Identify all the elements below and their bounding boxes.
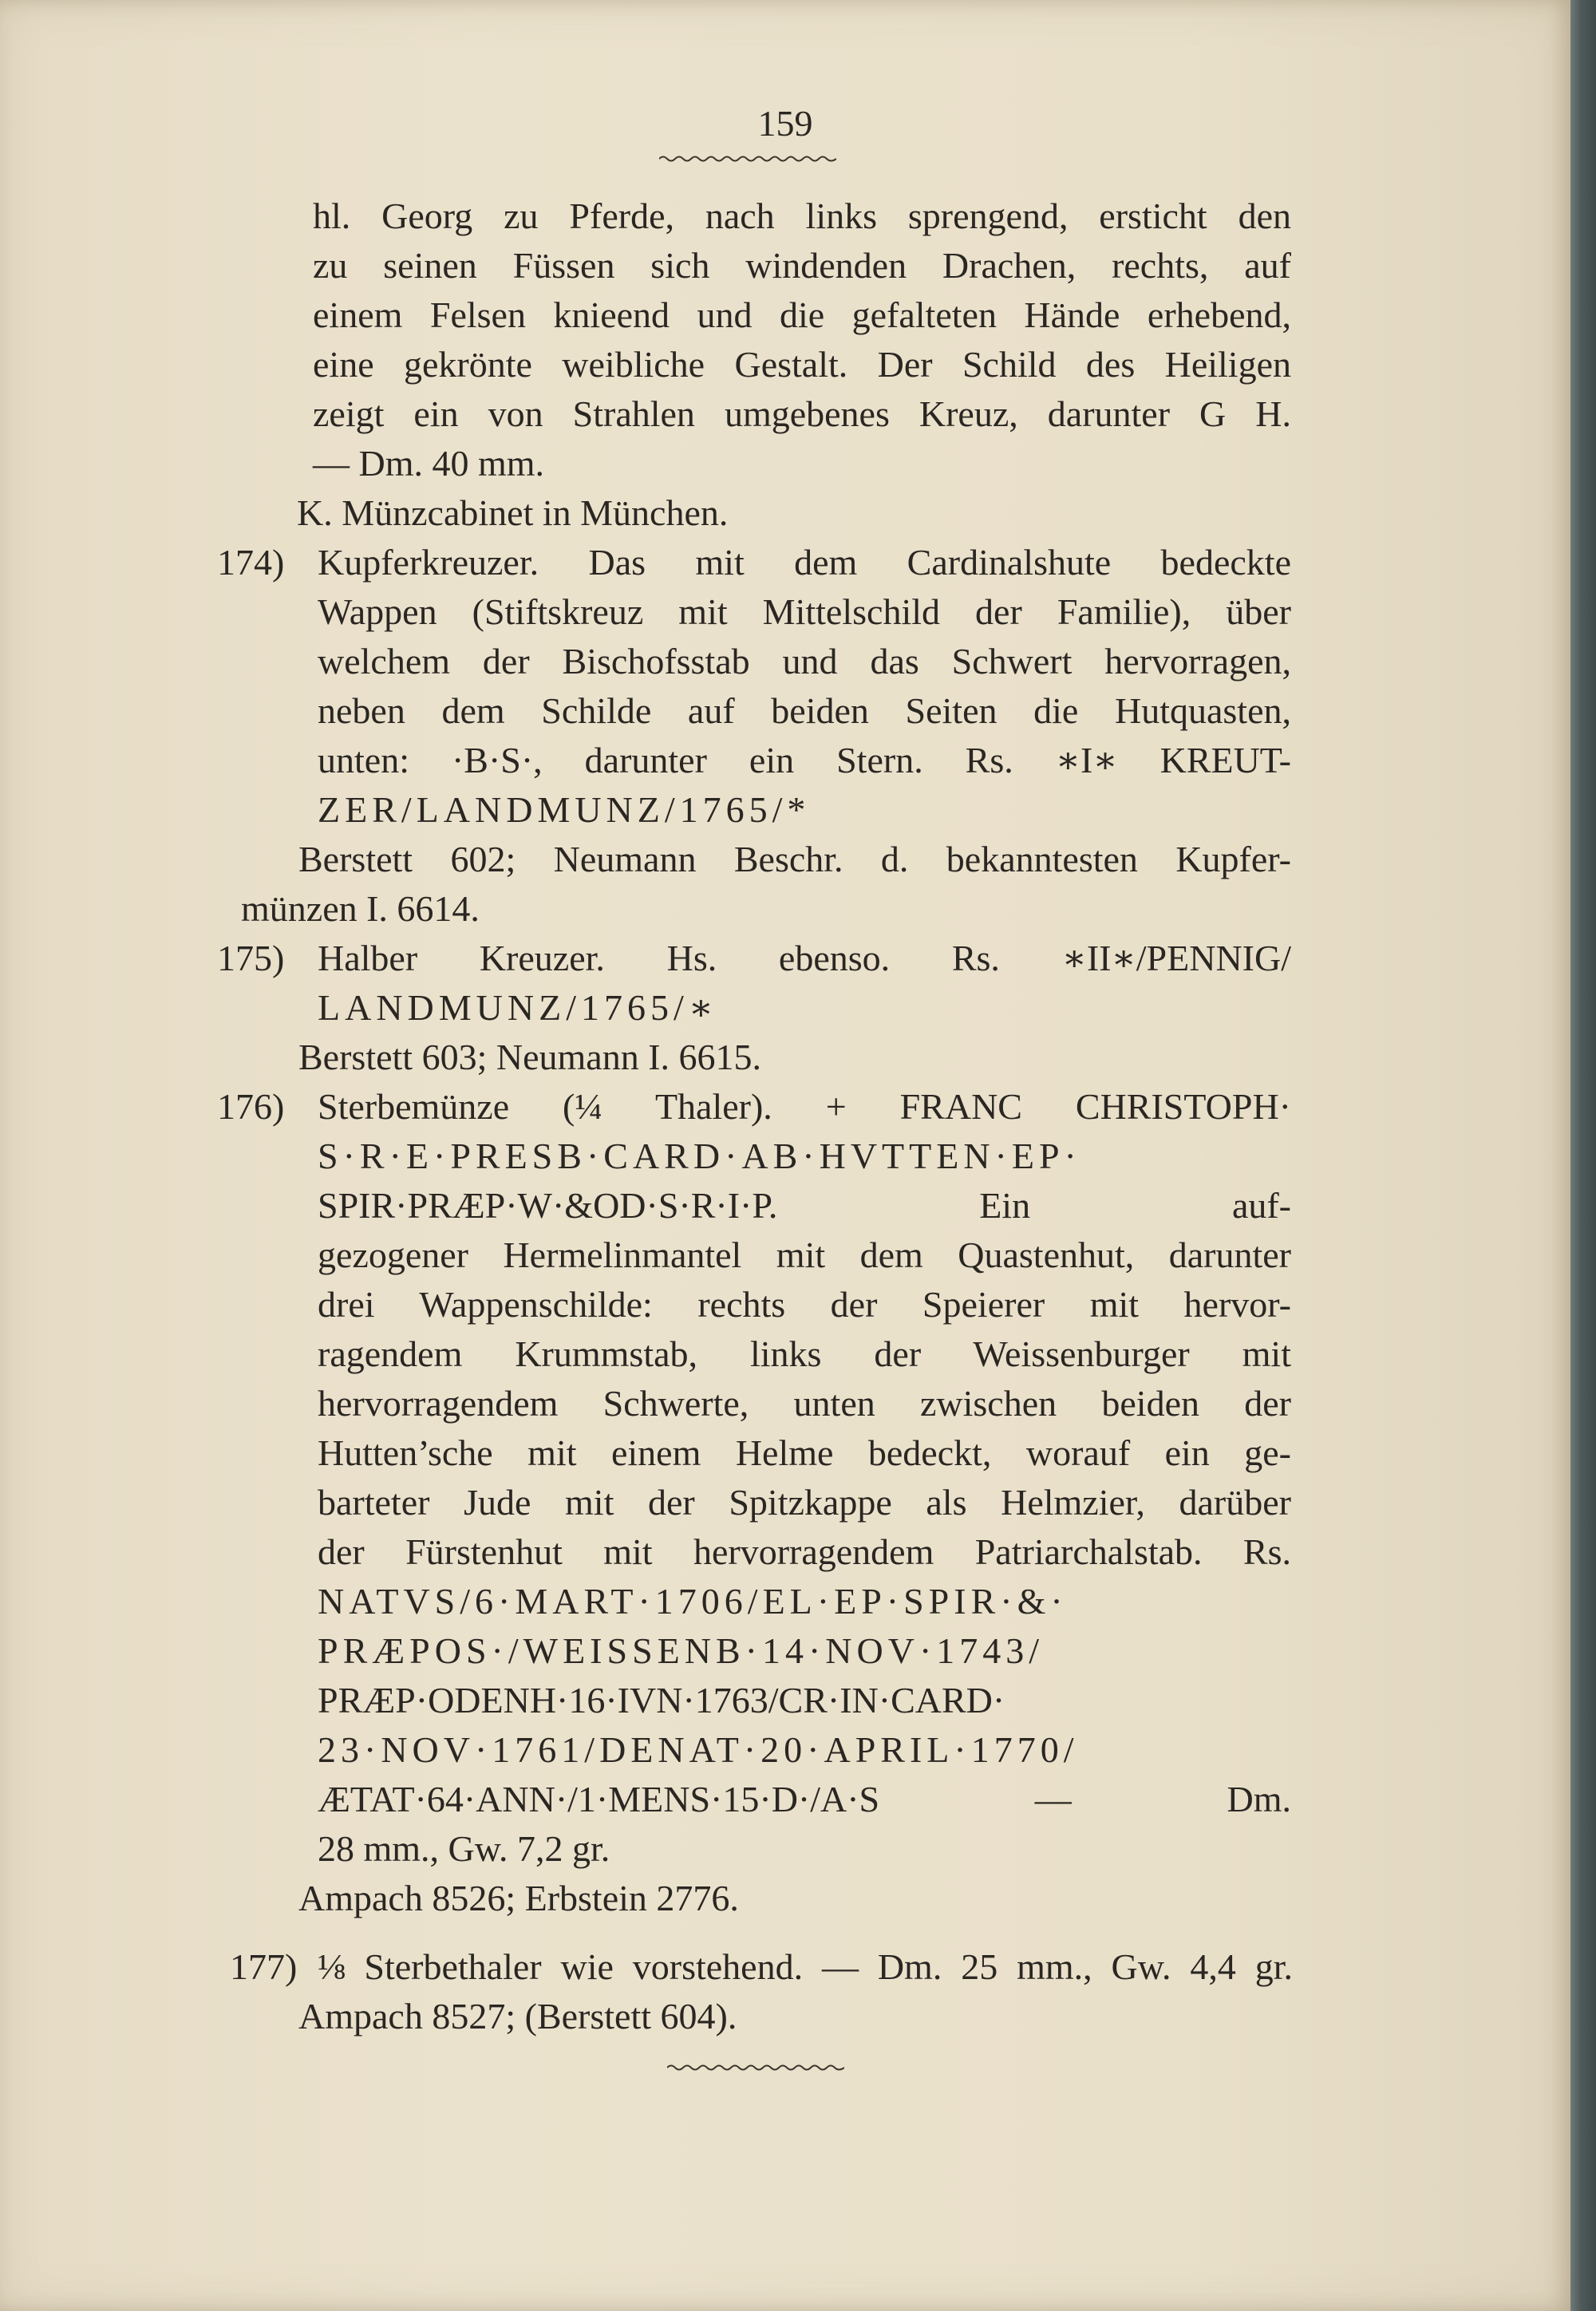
entry-number: 176) xyxy=(217,1086,285,1127)
reference-line: Ampach 8526; Erbstein 2776. xyxy=(298,1878,739,1918)
text-line: SPIR·PRÆP·W·&OD·S·R·I·P. Ein auf- xyxy=(318,1185,1291,1226)
text-line: unten: ·B·S·, darunter ein Stern. Rs. ∗I∗ KREUT- xyxy=(318,740,1291,780)
text-line: ragendem Krummstab, links der Weissenburger mit xyxy=(318,1333,1291,1374)
text-line: 23·NOV·1761/DENAT·20·APRIL·1770/ xyxy=(318,1729,1079,1770)
text-line: Sterbemünze (¼ Thaler). + FRANC CHRISTOPH· xyxy=(318,1086,1291,1127)
text-line: der Fürstenhut mit hervorragendem Patriarchalstab. Rs. xyxy=(318,1531,1291,1572)
text-line: ZER/LANDMUNZ/1765/* xyxy=(318,789,811,830)
text-line: Kupferkreuzer. Das mit dem Cardinalshute bedeckte xyxy=(318,542,1291,583)
text-line: gezogener Hermelinmantel mit dem Quastenhut, darunter xyxy=(318,1235,1291,1275)
entry-number: 174) xyxy=(217,542,285,583)
reference-line: Berstett 602; Neumann Beschr. d. bekanntesten Kupfer- xyxy=(298,839,1291,879)
text-line: Hutten’sche mit einem Helme bedeckt, worauf ein ge- xyxy=(318,1432,1291,1473)
text-line: einem Felsen knieend und die gefalteten Hände erhebend, xyxy=(313,294,1291,335)
reference-line: Ampach 8527; (Berstett 604). xyxy=(298,1996,737,2036)
reference-line: Berstett 603; Neumann I. 6615. xyxy=(298,1037,762,1077)
text-line: NATVS/6·MART·1706/EL·EP·SPIR·&· xyxy=(318,1581,1068,1622)
entry-number: 175) xyxy=(217,938,285,978)
text-line: zeigt ein von Strahlen umgebenes Kreuz, darunter G H. xyxy=(313,393,1291,434)
reference-line: K. Münzcabinet in München. xyxy=(297,492,729,533)
text-line: Wappen (Stiftskreuz mit Mittelschild der Familie), über xyxy=(318,591,1291,632)
text-line: eine gekrönte weibliche Gestalt. Der Schild des Heiligen xyxy=(313,344,1291,385)
text-line: PRÆP·ODENH·16·IVN·1763/CR·IN·CARD· xyxy=(318,1680,1005,1720)
text-line: barteter Jude mit der Spitzkappe als Helmzier, darüber xyxy=(318,1482,1291,1523)
text-line: S·R·E·PRESB·CARD·AB·HVTTEN·EP· xyxy=(318,1136,1081,1176)
footer-ornament xyxy=(667,2062,844,2073)
text-line: PRÆPOS·/WEISSENB·14·NOV·1743/ xyxy=(318,1630,1045,1671)
reference-line: münzen I. 6614. xyxy=(241,888,480,929)
text-line: Halber Kreuzer. Hs. ebenso. Rs. ∗II∗/PENNIG/ xyxy=(318,938,1291,978)
header-ornament xyxy=(659,153,836,164)
book-edge xyxy=(1570,0,1596,2311)
text-line: drei Wappenschilde: rechts der Speierer mit hervor- xyxy=(318,1284,1291,1325)
text-line: — Dm. 40 mm. xyxy=(313,443,545,484)
text-line: ⅛ Sterbethaler wie vorstehend. — Dm. 25 mm., Gw. 4,4 gr. xyxy=(318,1946,1293,1987)
text-line: 28 mm., Gw. 7,2 gr. xyxy=(318,1828,610,1869)
text-line: zu seinen Füssen sich windenden Drachen, rechts, auf xyxy=(313,245,1291,286)
text-line: LANDMUNZ/1765/∗ xyxy=(318,987,719,1028)
text-line: hl. Georg zu Pferde, nach links sprengend, ersticht den xyxy=(313,196,1291,236)
page-number: 159 xyxy=(757,103,813,144)
text-line: welchem der Bischofsstab und das Schwert hervorragen, xyxy=(318,641,1291,681)
text-line: ÆTAT·64·ANN·/1·MENS·15·D·/A·S — Dm. xyxy=(318,1779,1291,1819)
text-line: hervorragendem Schwerte, unten zwischen beiden der xyxy=(318,1383,1291,1424)
entry-number: 177) xyxy=(230,1946,298,1987)
text-line: neben dem Schilde auf beiden Seiten die Hutquasten, xyxy=(318,690,1291,731)
